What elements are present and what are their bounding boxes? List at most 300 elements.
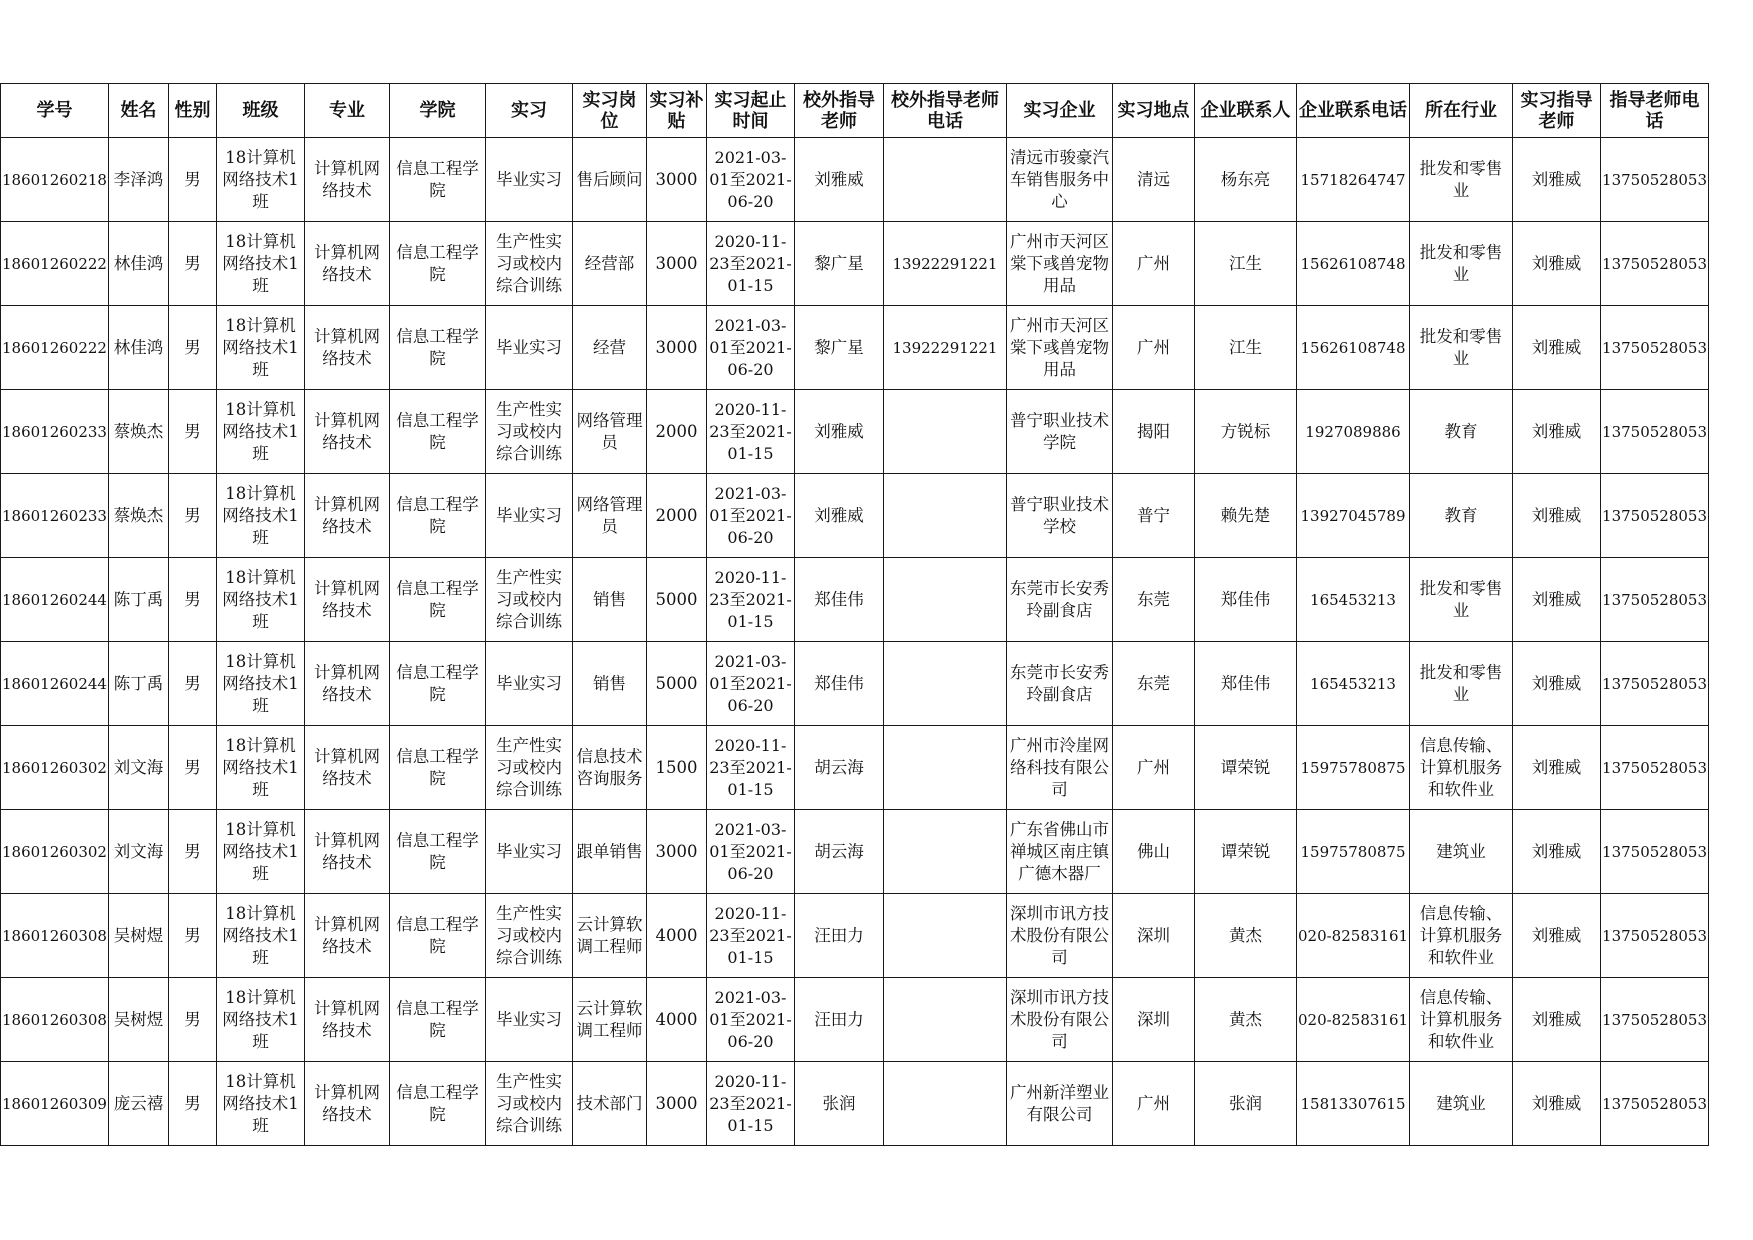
cell-subsidy xyxy=(646,726,706,810)
cell-text: 2020-11-23至2021-01-15 xyxy=(709,1071,792,1135)
cell-gender xyxy=(168,642,216,726)
cell-text: 方锐标 xyxy=(1220,421,1271,441)
cell-text: 销售 xyxy=(592,673,626,693)
table-row xyxy=(1,810,1709,894)
cell-company-contact xyxy=(1194,894,1296,978)
cell-position xyxy=(572,558,646,642)
cell-text: 信息工程学院 xyxy=(396,410,479,452)
cell-company xyxy=(1006,306,1112,390)
cell-text: 3000 xyxy=(655,1093,698,1113)
cell-internship-type xyxy=(485,474,572,558)
cell-text: 刘雅威 xyxy=(1531,253,1582,273)
cell-text: 东莞市长安秀玲副食店 xyxy=(1009,578,1109,620)
cell-text: 刘雅威 xyxy=(1531,337,1582,357)
cell-student-id xyxy=(1,306,109,390)
cell-name xyxy=(108,138,168,222)
cell-student-id xyxy=(1,642,109,726)
cell-subsidy xyxy=(646,810,706,894)
cell-text: 15975780875 xyxy=(1300,842,1406,861)
cell-text: 信息传输、计算机服务和软件业 xyxy=(1419,735,1503,799)
cell-text: 网络管理员 xyxy=(576,410,643,452)
cell-text: 吴树煜 xyxy=(113,1009,164,1029)
cell-industry xyxy=(1410,390,1513,474)
cell-text: 信息工程学院 xyxy=(396,578,479,620)
cell-text: 13750528053 xyxy=(1602,1094,1708,1113)
cell-external-mentor-phone xyxy=(883,558,1006,642)
cell-subsidy xyxy=(646,474,706,558)
cell-text: 18计算机网络技术1班 xyxy=(222,735,299,799)
cell-text: 13750528053 xyxy=(1602,758,1708,777)
cell-text: 15813307615 xyxy=(1300,1094,1406,1113)
cell-text: 技术部门 xyxy=(576,1093,643,1113)
cell-location xyxy=(1112,222,1194,306)
cell-college xyxy=(389,474,485,558)
cell-text: 建筑业 xyxy=(1436,1093,1486,1113)
cell-class xyxy=(216,810,304,894)
cell-text: 广州 xyxy=(1136,1093,1170,1113)
cell-text: 13750528053 xyxy=(1602,506,1708,525)
cell-text: 广州新洋塑业有限公司 xyxy=(1009,1082,1109,1124)
cell-text: 林佳鸿 xyxy=(113,253,164,273)
cell-period xyxy=(706,810,794,894)
cell-company xyxy=(1006,474,1112,558)
cell-mentor xyxy=(1513,138,1601,222)
cell-text: 2020-11-23至2021-01-15 xyxy=(709,567,792,631)
cell-text: 15975780875 xyxy=(1300,758,1406,777)
cell-text: 2021-03-01至2021-06-20 xyxy=(709,483,792,547)
cell-gender xyxy=(168,810,216,894)
cell-name xyxy=(108,1062,168,1146)
cell-text: 1927089886 xyxy=(1305,422,1401,441)
cell-text: 教育 xyxy=(1444,505,1478,525)
cell-text: 普宁职业技术学院 xyxy=(1009,410,1109,452)
cell-subsidy xyxy=(646,978,706,1062)
cell-text: 庞云禧 xyxy=(113,1093,164,1113)
cell-company xyxy=(1006,894,1112,978)
cell-major xyxy=(304,726,389,810)
cell-text: 广州市泠崖网络科技有限公司 xyxy=(1009,735,1109,799)
cell-position xyxy=(572,726,646,810)
col-location: 实习地点 xyxy=(1112,84,1194,138)
cell-company xyxy=(1006,978,1112,1062)
cell-college xyxy=(389,390,485,474)
cell-name xyxy=(108,726,168,810)
cell-text: 13750528053 xyxy=(1602,170,1708,189)
cell-mentor xyxy=(1513,642,1601,726)
cell-text: 张润 xyxy=(822,1093,856,1113)
cell-text: 郑佳伟 xyxy=(1220,589,1271,609)
cell-student-id xyxy=(1,474,109,558)
cell-external-mentor-phone xyxy=(883,642,1006,726)
cell-major xyxy=(304,1062,389,1146)
cell-text: 计算机网络技术 xyxy=(313,1082,380,1124)
cell-external-mentor-phone xyxy=(883,306,1006,390)
cell-text: 男 xyxy=(184,337,201,357)
cell-text: 广州市天河区棠下彧兽宠物用品 xyxy=(1009,231,1109,295)
cell-text: 汪田力 xyxy=(814,925,864,945)
cell-text: 18601260308 xyxy=(2,926,107,945)
cell-company-contact xyxy=(1194,138,1296,222)
cell-industry xyxy=(1410,306,1513,390)
cell-name xyxy=(108,558,168,642)
cell-text: 批发和零售业 xyxy=(1419,662,1503,704)
table-row xyxy=(1,558,1709,642)
cell-text: 计算机网络技术 xyxy=(313,830,380,872)
cell-gender xyxy=(168,138,216,222)
cell-industry xyxy=(1410,642,1513,726)
cell-industry xyxy=(1410,222,1513,306)
cell-internship-type xyxy=(485,894,572,978)
cell-text: 刘雅威 xyxy=(1531,841,1582,861)
cell-text: 批发和零售业 xyxy=(1419,158,1503,200)
cell-name xyxy=(108,222,168,306)
cell-name xyxy=(108,810,168,894)
cell-text: 建筑业 xyxy=(1436,841,1486,861)
cell-period xyxy=(706,138,794,222)
cell-company xyxy=(1006,138,1112,222)
cell-company-phone xyxy=(1296,978,1409,1062)
col-mentor: 实习指导老师 xyxy=(1513,84,1601,138)
col-company-phone: 企业联系电话 xyxy=(1296,84,1409,138)
cell-text: 生产性实习或校内综合训练 xyxy=(495,903,562,967)
cell-location xyxy=(1112,306,1194,390)
cell-text: 杨东亮 xyxy=(1220,169,1271,189)
cell-text: 黄杰 xyxy=(1228,925,1262,945)
cell-position xyxy=(572,642,646,726)
cell-text: 2021-03-01至2021-06-20 xyxy=(709,147,792,211)
internship-table xyxy=(0,83,1709,1146)
cell-external-mentor xyxy=(794,222,883,306)
cell-company xyxy=(1006,810,1112,894)
cell-text: 刘雅威 xyxy=(1531,1093,1582,1113)
cell-text: 广州 xyxy=(1136,253,1170,273)
col-subsidy: 实习补贴 xyxy=(646,84,706,138)
cell-text: 刘雅威 xyxy=(1531,1009,1582,1029)
cell-text: 男 xyxy=(184,925,201,945)
cell-name xyxy=(108,390,168,474)
cell-text: 普宁职业技术学校 xyxy=(1009,494,1109,536)
cell-mentor xyxy=(1513,894,1601,978)
col-name: 姓名 xyxy=(108,84,168,138)
cell-industry xyxy=(1410,726,1513,810)
cell-college xyxy=(389,894,485,978)
cell-gender xyxy=(168,558,216,642)
cell-external-mentor xyxy=(794,726,883,810)
cell-text: 江生 xyxy=(1228,337,1262,357)
cell-major xyxy=(304,810,389,894)
cell-text: 13750528053 xyxy=(1602,1010,1708,1029)
cell-text: 刘雅威 xyxy=(1531,589,1582,609)
cell-text: 计算机网络技术 xyxy=(313,242,380,284)
cell-major xyxy=(304,306,389,390)
cell-industry xyxy=(1410,894,1513,978)
cell-text: 谭荣锐 xyxy=(1220,757,1271,777)
cell-text: 批发和零售业 xyxy=(1419,242,1503,284)
table-body xyxy=(1,138,1709,1146)
cell-text: 深圳市讯方技术股份有限公司 xyxy=(1009,903,1109,967)
cell-company-phone xyxy=(1296,474,1409,558)
cell-text: 165453213 xyxy=(1310,674,1396,693)
cell-external-mentor-phone xyxy=(883,726,1006,810)
cell-text: 计算机网络技术 xyxy=(313,662,380,704)
cell-company xyxy=(1006,222,1112,306)
cell-mentor xyxy=(1513,558,1601,642)
cell-text: 黎广星 xyxy=(814,253,864,273)
cell-external-mentor xyxy=(794,978,883,1062)
cell-text: 18计算机网络技术1班 xyxy=(222,483,299,547)
col-student-id: 学号 xyxy=(1,84,109,138)
cell-text: 揭阳 xyxy=(1136,421,1170,441)
cell-class xyxy=(216,474,304,558)
cell-text: 2020-11-23至2021-01-15 xyxy=(709,399,792,463)
cell-text: 汪田力 xyxy=(814,1009,864,1029)
cell-class xyxy=(216,894,304,978)
col-period: 实习起止时间 xyxy=(706,84,794,138)
cell-college xyxy=(389,558,485,642)
cell-company xyxy=(1006,642,1112,726)
cell-text: 2021-03-01至2021-06-20 xyxy=(709,819,792,883)
cell-subsidy xyxy=(646,306,706,390)
cell-class xyxy=(216,306,304,390)
cell-text: 东莞 xyxy=(1136,589,1170,609)
cell-text: 男 xyxy=(184,1093,201,1113)
cell-class xyxy=(216,642,304,726)
cell-text: 谭荣锐 xyxy=(1220,841,1271,861)
cell-mentor-phone xyxy=(1601,810,1709,894)
cell-gender xyxy=(168,894,216,978)
cell-class xyxy=(216,222,304,306)
cell-external-mentor-phone xyxy=(883,138,1006,222)
cell-period xyxy=(706,726,794,810)
cell-location xyxy=(1112,642,1194,726)
cell-text: 信息技术咨询服务 xyxy=(576,746,643,788)
cell-text: 信息工程学院 xyxy=(396,242,479,284)
cell-position xyxy=(572,474,646,558)
cell-internship-type xyxy=(485,222,572,306)
cell-text: 胡云海 xyxy=(814,757,864,777)
cell-location xyxy=(1112,558,1194,642)
cell-company-phone xyxy=(1296,642,1409,726)
cell-external-mentor xyxy=(794,1062,883,1146)
cell-mentor xyxy=(1513,222,1601,306)
cell-college xyxy=(389,726,485,810)
cell-text: 生产性实习或校内综合训练 xyxy=(495,1071,562,1135)
cell-text: 020-82583161 xyxy=(1297,1010,1409,1029)
cell-college xyxy=(389,978,485,1062)
cell-text: 毕业实习 xyxy=(495,673,562,693)
cell-company xyxy=(1006,726,1112,810)
col-gender: 性别 xyxy=(168,84,216,138)
table-row xyxy=(1,138,1709,222)
cell-text: 毕业实习 xyxy=(495,505,562,525)
cell-text: 18601260244 xyxy=(2,590,107,609)
cell-text: 深圳 xyxy=(1136,1009,1170,1029)
cell-text: 东莞市长安秀玲副食店 xyxy=(1009,662,1109,704)
cell-text: 2021-03-01至2021-06-20 xyxy=(709,315,792,379)
cell-text: 刘文海 xyxy=(113,757,164,777)
table-row xyxy=(1,222,1709,306)
cell-text: 蔡焕杰 xyxy=(113,505,164,525)
cell-text: 林佳鸿 xyxy=(113,337,164,357)
col-internship-type: 实习 xyxy=(485,84,572,138)
cell-internship-type xyxy=(485,1062,572,1146)
cell-industry xyxy=(1410,474,1513,558)
cell-period xyxy=(706,894,794,978)
cell-major xyxy=(304,978,389,1062)
cell-gender xyxy=(168,726,216,810)
cell-text: 计算机网络技术 xyxy=(313,410,380,452)
cell-text: 普宁 xyxy=(1136,505,1170,525)
cell-mentor-phone xyxy=(1601,1062,1709,1146)
cell-class xyxy=(216,138,304,222)
cell-text: 毕业实习 xyxy=(495,1009,562,1029)
cell-external-mentor xyxy=(794,306,883,390)
cell-text: 刘雅威 xyxy=(1531,925,1582,945)
cell-text: 信息工程学院 xyxy=(396,326,479,368)
cell-text: 清远市骏豪汽车销售服务中心 xyxy=(1009,147,1109,211)
cell-mentor-phone xyxy=(1601,306,1709,390)
cell-text: 5000 xyxy=(655,673,698,693)
cell-text: 18601260302 xyxy=(2,842,107,861)
cell-text: 13750528053 xyxy=(1602,590,1708,609)
cell-industry xyxy=(1410,558,1513,642)
cell-company-contact xyxy=(1194,306,1296,390)
cell-text: 13750528053 xyxy=(1602,842,1708,861)
cell-company-contact xyxy=(1194,222,1296,306)
cell-mentor-phone xyxy=(1601,978,1709,1062)
cell-company-contact xyxy=(1194,1062,1296,1146)
cell-student-id xyxy=(1,894,109,978)
cell-text: 13750528053 xyxy=(1602,674,1708,693)
cell-mentor-phone xyxy=(1601,558,1709,642)
col-college: 学院 xyxy=(389,84,485,138)
cell-class xyxy=(216,558,304,642)
cell-text: 胡云海 xyxy=(814,841,864,861)
cell-subsidy xyxy=(646,390,706,474)
cell-company-contact xyxy=(1194,390,1296,474)
cell-text: 4000 xyxy=(655,1009,698,1029)
cell-text: 15718264747 xyxy=(1300,170,1406,189)
cell-text: 计算机网络技术 xyxy=(313,158,380,200)
cell-text: 网络管理员 xyxy=(576,494,643,536)
cell-text: 18计算机网络技术1班 xyxy=(222,987,299,1051)
cell-text: 郑佳伟 xyxy=(814,673,864,693)
cell-text: 深圳市讯方技术股份有限公司 xyxy=(1009,987,1109,1051)
table-row xyxy=(1,894,1709,978)
cell-major xyxy=(304,474,389,558)
cell-text: 陈丁禹 xyxy=(113,673,164,693)
cell-class xyxy=(216,390,304,474)
cell-student-id xyxy=(1,138,109,222)
cell-text: 13750528053 xyxy=(1602,422,1708,441)
cell-company-contact xyxy=(1194,810,1296,894)
cell-major xyxy=(304,894,389,978)
cell-text: 刘雅威 xyxy=(814,505,864,525)
cell-text: 广州市天河区棠下彧兽宠物用品 xyxy=(1009,315,1109,379)
cell-mentor xyxy=(1513,474,1601,558)
cell-industry xyxy=(1410,1062,1513,1146)
cell-text: 5000 xyxy=(655,589,698,609)
cell-company-phone xyxy=(1296,810,1409,894)
cell-text: 2000 xyxy=(655,505,698,525)
cell-company-phone xyxy=(1296,1062,1409,1146)
cell-mentor-phone xyxy=(1601,474,1709,558)
cell-text: 张润 xyxy=(1228,1093,1262,1113)
cell-text: 信息工程学院 xyxy=(396,494,479,536)
cell-text: 广州 xyxy=(1136,337,1170,357)
cell-text: 13750528053 xyxy=(1602,926,1708,945)
cell-text: 18601260309 xyxy=(2,1094,107,1113)
cell-text: 18计算机网络技术1班 xyxy=(222,651,299,715)
cell-text: 男 xyxy=(184,421,201,441)
cell-gender xyxy=(168,222,216,306)
cell-text: 18计算机网络技术1班 xyxy=(222,315,299,379)
cell-text: 黎广星 xyxy=(814,337,864,357)
cell-text: 13922291221 xyxy=(892,254,998,273)
cell-mentor-phone xyxy=(1601,222,1709,306)
cell-text: 信息传输、计算机服务和软件业 xyxy=(1419,987,1503,1051)
cell-mentor-phone xyxy=(1601,642,1709,726)
cell-period xyxy=(706,1062,794,1146)
col-external-mentor-phone: 校外指导老师电话 xyxy=(883,84,1006,138)
cell-text: 18计算机网络技术1班 xyxy=(222,903,299,967)
cell-mentor xyxy=(1513,978,1601,1062)
cell-text: 郑佳伟 xyxy=(814,589,864,609)
cell-company-phone xyxy=(1296,558,1409,642)
cell-text: 经营部 xyxy=(584,253,635,273)
cell-college xyxy=(389,1062,485,1146)
cell-college xyxy=(389,642,485,726)
cell-company-phone xyxy=(1296,390,1409,474)
cell-text: 3000 xyxy=(655,337,698,357)
cell-external-mentor xyxy=(794,642,883,726)
cell-text: 18601260233 xyxy=(2,506,107,525)
cell-text: 云计算软调工程师 xyxy=(576,914,643,956)
cell-mentor xyxy=(1513,390,1601,474)
cell-location xyxy=(1112,726,1194,810)
cell-text: 2021-03-01至2021-06-20 xyxy=(709,651,792,715)
cell-text: 男 xyxy=(184,589,201,609)
cell-external-mentor xyxy=(794,474,883,558)
cell-text: 男 xyxy=(184,757,201,777)
cell-subsidy xyxy=(646,894,706,978)
cell-text: 3000 xyxy=(655,253,698,273)
cell-external-mentor-phone xyxy=(883,390,1006,474)
table-row xyxy=(1,390,1709,474)
cell-text: 18计算机网络技术1班 xyxy=(222,231,299,295)
cell-text: 刘雅威 xyxy=(814,421,864,441)
cell-subsidy xyxy=(646,222,706,306)
cell-text: 蔡焕杰 xyxy=(113,421,164,441)
cell-text: 陈丁禹 xyxy=(113,589,164,609)
cell-company xyxy=(1006,390,1112,474)
cell-student-id xyxy=(1,558,109,642)
cell-position xyxy=(572,810,646,894)
cell-student-id xyxy=(1,978,109,1062)
cell-text: 3000 xyxy=(655,169,698,189)
cell-college xyxy=(389,810,485,894)
cell-period xyxy=(706,474,794,558)
cell-major xyxy=(304,558,389,642)
header-row xyxy=(1,84,1709,138)
cell-internship-type xyxy=(485,558,572,642)
cell-external-mentor-phone xyxy=(883,1062,1006,1146)
cell-external-mentor xyxy=(794,894,883,978)
col-class: 班级 xyxy=(216,84,304,138)
cell-location xyxy=(1112,390,1194,474)
col-position: 实习岗位 xyxy=(572,84,646,138)
cell-external-mentor xyxy=(794,810,883,894)
